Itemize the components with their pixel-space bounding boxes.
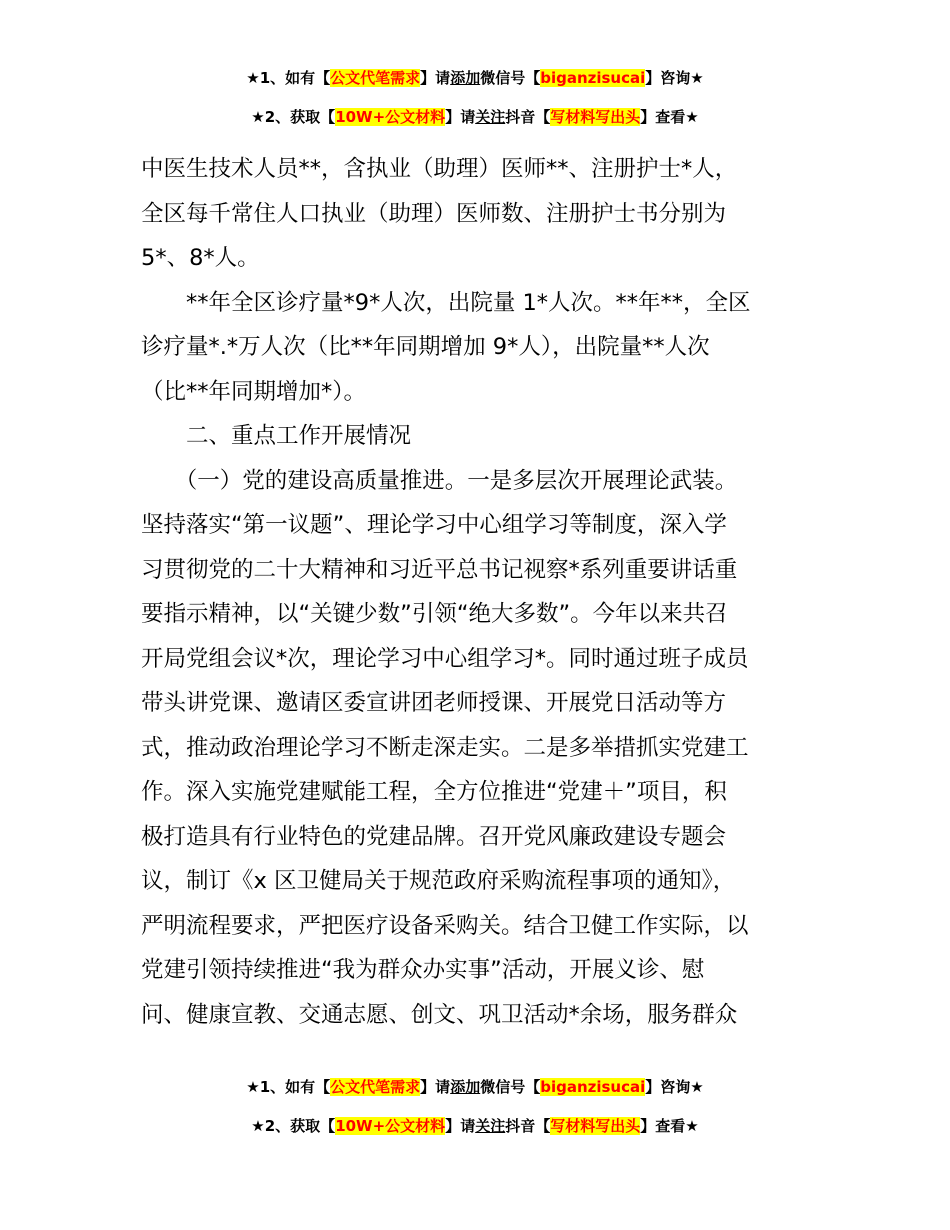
- body-line: 全区每千常住人口执业（助理）医师数、注册护士书分别为: [141, 200, 727, 227]
- promo-text: 】咨询★: [645, 69, 704, 87]
- body-line: 5*、8*人。: [141, 245, 260, 271]
- body-line: 诊疗量*.*万人次（比**年同期增加 9*人），出院量**人次: [141, 334, 710, 360]
- promo-text: ★1、如有【: [246, 1078, 331, 1096]
- footer-promo-line-2: [0, 1116, 950, 1136]
- promo-text: 抖音【: [505, 108, 551, 126]
- body-line: 式，推动政治理论学习不断走深走实。二是多举措抓实党建工: [141, 734, 749, 761]
- promo-text: 抖音【: [505, 1117, 551, 1135]
- promo-underlined: 关注: [475, 1117, 506, 1135]
- promo-text: ★2、获取【: [251, 1117, 336, 1135]
- section-heading: 二、重点工作开展情况: [141, 423, 412, 449]
- promo-highlight: 10W+公文材料: [335, 1117, 446, 1135]
- body-line: 坚持落实“第一议题”、理论学习中心组学习等制度，深入学: [141, 512, 727, 538]
- promo-highlight: 公文代笔需求: [330, 69, 421, 87]
- promo-highlight: 10W+公文材料: [335, 108, 446, 126]
- body-line: **年全区诊疗量*9*人次，出院量 1*人次。**年**，全区: [141, 289, 751, 316]
- body-line: 极打造具有行业特色的党建品牌。召开党风廉政建设专题会: [141, 823, 727, 850]
- promo-text: ★1、如有【: [246, 69, 331, 87]
- body-line: 严明流程要求，严把医疗设备采购关。结合卫健工作实际，以: [141, 912, 749, 939]
- promo-text: 】请: [445, 108, 476, 126]
- promo-highlight: biganzisucai: [540, 1078, 646, 1096]
- promo-underlined: 添加: [450, 1078, 481, 1096]
- body-line: （比**年同期增加*）。: [141, 378, 367, 405]
- body-line: （一）党的建设高质量推进。一是多层次开展理论武装。: [141, 467, 738, 494]
- promo-text: 】请: [420, 69, 451, 87]
- promo-highlight: 写材料写出头: [550, 108, 641, 126]
- promo-text: 】请: [420, 1078, 451, 1096]
- promo-highlight: 写材料写出头: [550, 1117, 641, 1135]
- promo-highlight: 公文代笔需求: [330, 1078, 421, 1096]
- promo-underlined: 添加: [450, 69, 481, 87]
- footer-promo-line-1: [0, 1077, 950, 1097]
- promo-text: 】请: [445, 1117, 476, 1135]
- promo-highlight: biganzisucai: [540, 69, 646, 87]
- promo-text: 微信号【: [480, 69, 541, 87]
- promo-text: 】咨询★: [645, 1078, 704, 1096]
- body-line: 要指示精神，以“关键少数”引领“绝大多数”。今年以来共召: [141, 601, 728, 627]
- promo-underlined: 关注: [475, 108, 506, 126]
- header-promo-line-1: [0, 68, 950, 88]
- promo-text: ★2、获取【: [251, 108, 336, 126]
- body-line: 带头讲党课、邀请区委宣讲团老师授课、开展党日活动等方: [141, 690, 727, 716]
- body-line: 党建引领持续推进“我为群众办实事”活动，开展义诊、慰: [141, 957, 705, 983]
- body-line: 作。深入实施党建赋能工程，全方位推进“党建＋”项目，积: [141, 779, 727, 805]
- body-line: 习贯彻党的二十大精神和习近平总书记视察*系列重要讲话重: [141, 556, 738, 583]
- body-line: 问、健康宣教、交通志愿、创文、巩卫活动*余场，服务群众: [141, 1001, 738, 1028]
- promo-text: 】查看★: [640, 108, 699, 126]
- body-line: 开局党组会议*次，理论学习中心组学习*。同时通过班子成员: [141, 645, 749, 672]
- body-line: 中医生技术人员**，含执业（助理）医师**、注册护士*人，: [141, 156, 738, 182]
- promo-text: 】查看★: [640, 1117, 699, 1135]
- header-promo-line-2: [0, 107, 950, 127]
- document-body: [141, 147, 813, 1037]
- promo-text: 微信号【: [480, 1078, 541, 1096]
- body-line: 议，制订《x 区卫健局关于规范政府采购流程事项的通知》，: [141, 868, 736, 894]
